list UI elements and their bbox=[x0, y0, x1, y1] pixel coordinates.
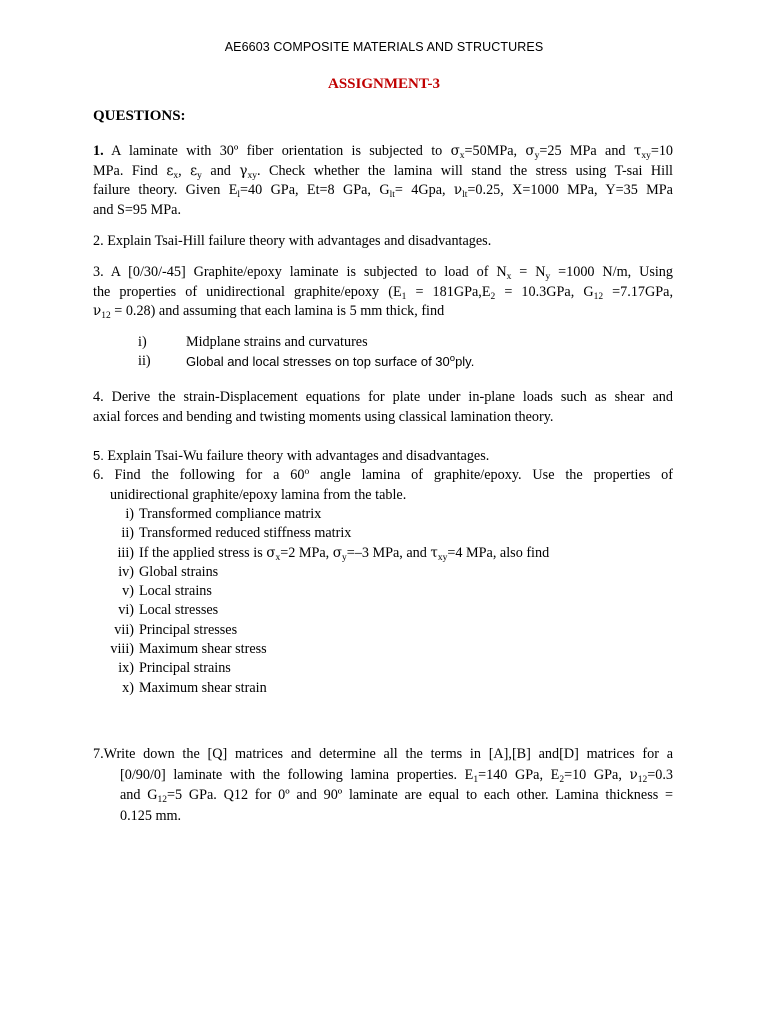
list-item: vi) Local stresses bbox=[118, 602, 219, 619]
list-item: iv) Global strains bbox=[118, 563, 219, 580]
q7-line-4: 0.125 mm. bbox=[120, 807, 182, 824]
question-2 bbox=[93, 232, 673, 252]
q1-line-4: and S=95 MPa. bbox=[93, 201, 182, 218]
q7-line-2: [0/90/0] laminate with the following lamina properties. $E_1=140$ GPa, $E_2=10$ GPa, $\nu_{12}=0.3$ bbox=[120, 766, 673, 785]
list-item: ii) Global and local stresses on top surface of 30$^o$ply. bbox=[138, 353, 475, 370]
question-7 bbox=[93, 744, 673, 826]
list-item: ix) Principal strains bbox=[118, 660, 231, 677]
q1-line-3: failure theory. Given $E_l=40$ GPa, Et=8 GPa, $G_{lt}= 4Gpa$, $\nu_{lt}=0.25$, X=1000 MPa, Y=35 MPa bbox=[93, 182, 673, 200]
list-item: iii) If the applied stress is $\sigma_x=2$ MPa, $\sigma_y=-3$ MPa, and $\tau_{xy}=4$ MPa, also find bbox=[117, 544, 550, 563]
list-item: i) Transformed compliance matrix bbox=[125, 506, 322, 522]
q6-line-1: 6. Find the following for a 60$^o$ angle lamina of graphite/epoxy. Use the properties of bbox=[93, 467, 673, 483]
q3-subparts bbox=[138, 333, 474, 372]
questions-heading: QUESTIONS: bbox=[93, 108, 186, 124]
q1-line-2: MPa. Find $\varepsilon_x$, $\varepsilon_y$ and $\gamma_{xy}$. Check whether the lamina will stand the stress using T-sai Hill bbox=[93, 162, 674, 181]
q6-line-2: unidirectional graphite/epoxy lamina from the table. bbox=[110, 486, 407, 503]
assignment-title: ASSIGNMENT-3 bbox=[328, 76, 440, 92]
list-item: x) Maximum shear strain bbox=[122, 679, 267, 696]
q4-line-2: axial forces and bending and twisting moments using classical lamination theory. bbox=[93, 408, 554, 425]
question-3 bbox=[93, 263, 673, 322]
q1-line-1: 1. A laminate with 30º fiber orientation is subjected to $\sigma_x=50MPa$, $\sigma_y=25$ MPa and $\tau_{xy}=10$ bbox=[93, 143, 674, 161]
question-4 bbox=[93, 388, 673, 427]
question-1 bbox=[93, 142, 673, 220]
list-item: i) Midplane strains and curvatures bbox=[138, 334, 368, 350]
q7-line-1: 7.Write down the [Q] matrices and determine all the terms in [A],[B] and[D] matrices for a bbox=[93, 746, 673, 762]
q3-line-2: the properties of unidirectional graphite/epoxy ($E_1 = 181GPa,E_2 = 10.3GPa$, $G_{12} =7.17GPa$, bbox=[93, 283, 673, 302]
list-item: viii) Maximum shear stress bbox=[110, 641, 267, 658]
list-item: vii) Principal stresses bbox=[114, 621, 238, 638]
q3-line-1: 3. A [0/30/-45] Graphite/epoxy laminate is subjected to load of $N_x = N_y =1000$ N/m, Using bbox=[93, 264, 673, 282]
list-item: ii) Transformed reduced stiffness matrix bbox=[121, 525, 352, 542]
q7-line-3: and $G_{12}=5$ GPa. Q12 for 0º and 90º laminate are equal to each other. Lamina thickness = bbox=[120, 787, 673, 805]
course-title: AE6603 COMPOSITE MATERIALS AND STRUCTURES bbox=[224, 40, 544, 54]
q3-line-3: $\nu_{12} = 0.28$) and assuming that each lamina is 5 mm thick, find bbox=[93, 303, 445, 321]
list-item: v) Local strains bbox=[122, 583, 212, 600]
question-5: 5. Explain Tsai-Wu failure theory with advantages and disadvantages. bbox=[93, 448, 490, 464]
q6-subparts bbox=[104, 505, 549, 698]
q4-line-1: 4. Derive the strain-Displacement equations for plate under in-plane loads such as shear and bbox=[93, 389, 673, 405]
q2-text: 2. Explain Tsai-Hill failure theory with advantages and disadvantages. bbox=[93, 233, 492, 249]
question-6 bbox=[93, 466, 673, 505]
